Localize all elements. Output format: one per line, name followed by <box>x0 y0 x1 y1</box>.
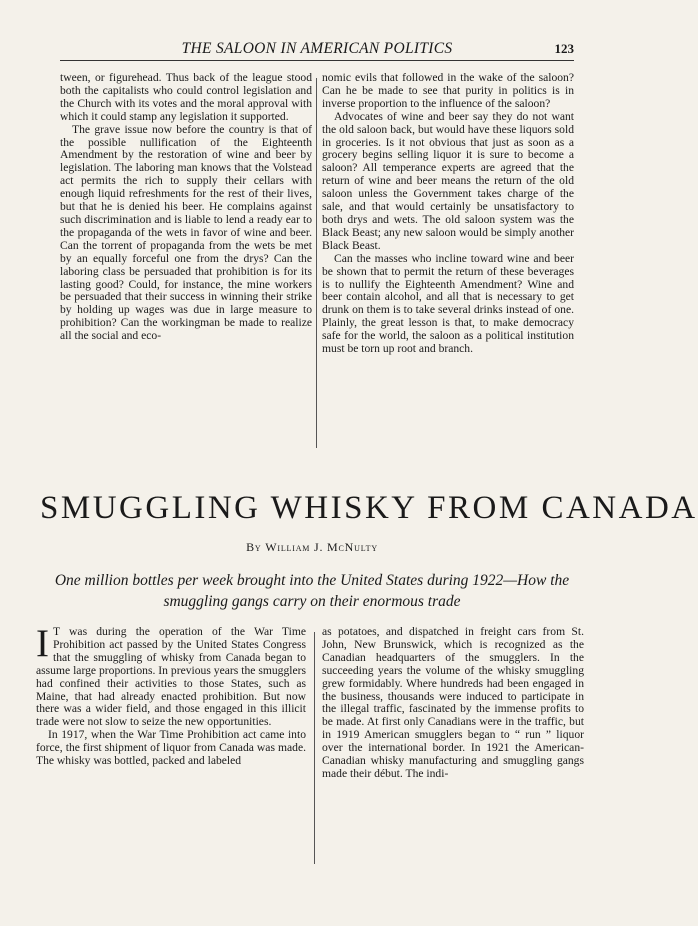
column-divider <box>314 632 315 864</box>
article-title: SMUGGLING WHISKY FROM CANADA <box>40 490 698 526</box>
running-title: THE SALOON IN AMERICAN POLITICS <box>181 40 453 57</box>
paragraph-text: T was during the operation of the War Time Prohibition act passed by the United States Congress that the smuggling of whisky from Canada began to assume large proportions. In previous years the smugglers had confined their activities to those States, such as Maine, that had already enacted prohibition. But now there was a wider field, and those engaged in this illicit trade were not slow to seize the new opportunities. <box>36 625 306 729</box>
running-header <box>60 40 574 60</box>
paragraph: tween, or figurehead. Thus back of the league stood both the capitalists who could control legislation and the Church with its votes and the moral approval with which it could stamp any legislation it supported. <box>60 71 312 123</box>
byline <box>40 540 584 555</box>
article-right-column <box>322 626 584 781</box>
article-left-column <box>36 622 306 768</box>
page-number: 123 <box>554 41 574 56</box>
byline-prefix: By <box>246 540 262 554</box>
paragraph: as potatoes, and dispatched in freight cars from St. John, New Brunswick, which is recognized as the Canadian headquarters of the smugglers. In the succeeding years the volume of the whisky smuggling grew formidably. Where hundreds had been engaged in the business, thousands were induced to participate in the illegal traffic, fascinated by the immense profits to be made. At first only Canadians were in the traffic, but in 1919 American smugglers began to “ run ” liquor over the international border. In 1921 the American-Canadian whisky manufacturing and smuggling gangs made their début. The indi- <box>322 625 584 780</box>
paragraph: In 1917, when the War Time Prohibition act came into force, the first shipment of liquor from Canada was made. The whisky was bottled, packed and labeled <box>36 728 306 768</box>
paragraph: nomic evils that followed in the wake of the saloon? Can he be made to see that purity in politics is in inverse proportion to the influence of the saloon? <box>322 71 574 110</box>
byline-author: William J. McNulty <box>265 540 378 554</box>
paragraph: The grave issue now before the country is that of the possible nullification of the Eighteenth Amendment by the restoration of wine and beer by legislation. The laboring man knows that the Volstead act permits the rich to supply their cellars with enough liquid refreshments for the rest of their lives, but that he is denied his beer. He complains against such discrimination and is liable to lend a ready ear to the propaganda of the wets in favor of wine and beer. Can the torrent of propaganda from the wets be met by an equally forceful one from the drys? Can the laboring class be persuaded that prohibition is for its lasting good? Could, for instance, the mine workers be persuaded that their success in winning their strike by holding up wages was due in large measure to prohibition? Can the workingman be made to realize all the social and eco- <box>60 122 312 343</box>
article-deck: One million bottles per week brought into the United States during 1922—How the smuggling gangs carry on their enormous trade <box>54 572 570 610</box>
top-left-column <box>60 72 312 343</box>
paragraph: Advocates of wine and beer say they do not want the old saloon back, but would have these liquors sold in groceries. Is it not obvious that just as soon as a grocery begins selling liquor it is sure to become a saloon? All temperance experts are agreed that the return of wine and beer means the return of the old saloon unless the Government takes charge of the sale, and that would certainly be unsatisfactory to both drys and wets. The old saloon system was the Black Beast; any new saloon would be simply another Black Beast. <box>322 109 574 252</box>
drop-cap: I <box>36 622 49 665</box>
column-divider <box>316 78 317 448</box>
header-rule <box>60 60 574 61</box>
paragraph <box>36 622 306 729</box>
top-right-column <box>322 72 574 356</box>
paragraph: Can the masses who incline toward wine and beer be shown that to permit the return of these beverages is to nullify the Eighteenth Amendment? Wine and beer contain alcohol, and all that is necessary to get drunk on them is to take several drinks instead of one. Plainly, the great lesson is that, to make democracy safe for the world, the saloon as a political institution must be torn up root and branch. <box>322 251 574 356</box>
